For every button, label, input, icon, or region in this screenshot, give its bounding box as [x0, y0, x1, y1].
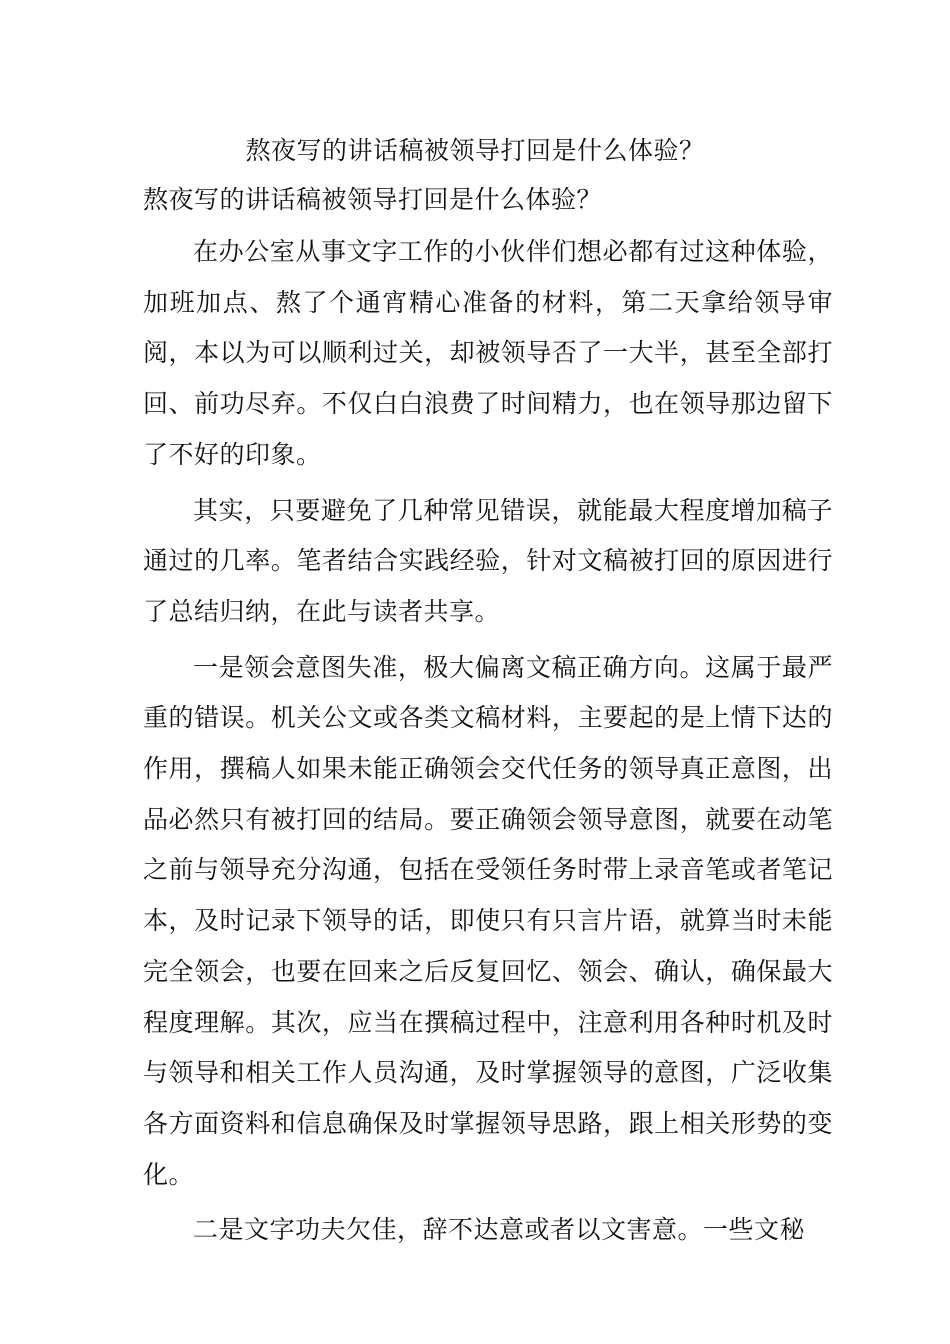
document-title: 熬夜写的讲话稿被领导打回是什么体验？ [245, 136, 705, 165]
document-body [143, 181, 833, 1249]
paragraph-point-one: 一是领会意图失准，极大偏离文稿正确方向。这属于最严重的错误。机关公文或各类文稿材料，主要起的是上情下达的作用，撰稿人如果未能正确领会交代任务的领导真正意图，出品必然只有被打回的结局。要正确领会领导意图，就要在动笔之前与领导充分沟通，包括在受领任务时带上录音笔或者笔记本，及时记录下领导的话，即使只有只言片语，就算当时未能完全领会，也要在回来之后反复回忆、领会、确认，确保最大程度理解。其次，应当在撰稿过程中，注意利用各种时机及时与领导和相关工作人员沟通，及时掌握领导的意图，广泛收集各方面资料和信息确保及时掌握领导思路，跟上相关形势的变化。 [143, 652, 833, 1189]
paragraph-intro: 在办公室从事文字工作的小伙伴们想必都有过这种体验，加班加点、熬了个通宵精心准备的材料，第二天拿给领导审阅，本以为可以顺利过关，却被领导否了一大半，甚至全部打回、前功尽弃。不仅白白浪费了时间精力，也在领导那边留下了不好的印象。 [143, 237, 833, 469]
paragraph-summary: 其实，只要避免了几种常见错误，就能最大程度增加稿子通过的几率。笔者结合实践经验，针对文稿被打回的原因进行了总结归纳，在此与读者共享。 [143, 495, 833, 626]
document-subtitle: 熬夜写的讲话稿被领导打回是什么体验？ [143, 185, 603, 214]
paragraph-point-two: 二是文字功夫欠佳，辞不达意或者以文害意。一些文秘 [193, 1215, 806, 1245]
